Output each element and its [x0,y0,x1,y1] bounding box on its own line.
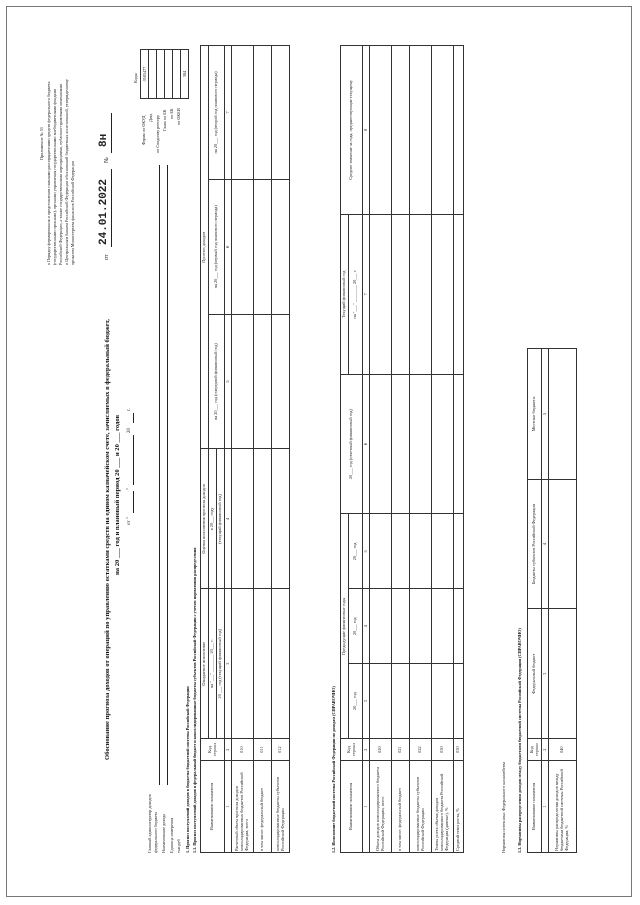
approval-date: 24.01.2022 [98,178,110,245]
table-row: консолидированные бюджеты субъектов Российской Федерации 012 [272,46,290,853]
income-name-label: Наименование дохода [161,813,166,853]
appendix-number: Приложение № 53 [39,127,44,160]
t11-h-code: Код строки [201,739,225,761]
table-row: в том числе: федеральный бюджет 021 [392,46,410,853]
rotated-form: Приложение № 53 к Порядку формирования и представления главными распорядителями средств федерального бюджета (государственными органами), органами управления государственными внебюджетными фондами Российской Федерации, а также государственными корпорациями, публично-правовыми компаниями и Центральным банком Российской Федерации обоснований бюджетных ассигнований, утвержденному приказом Министерства финансов Российской Федерации от 24.01.2022 № 8н Обоснование прогноза доходов от операций по управлению остатками средств на едином казначейском счете, зачисляемых в федеральный бюджет, на 20 ___ год и плановый период 20 ___ и 20 ___ годов от " " 20 г. Коды 0505477 384 Форма по ОКУД Дата по Сводному реестру Глава по БК по БК по ОКЕИ Главный администратор доходов федерального бюджета Наименование дохода Единица измерения тыс.руб 1. Прогноз поступлений доходов в бюджеты бюджетной системы Российской Федерации 1.1. Прогноз поступлений доходов в федеральный бюджет и консолидированные бюджеты субъектов Российской Федерации с учетом нормативов распределения Наименование показателя Код строки Ожидаемое исполнение Оценка исполнения прогноза доходов Прогноз доходов на "___" ________ 20___ г. в 20___ году на 20___ год (очередной финансовый год) на 20___ год (первый год планового периода) на 20___ год (второй год планового периода) 20 ___ год (текущий финансовый год) (текущий финансовый год) 1 2 3 4 5 6 7 Расчетный объем прогноза доходов консолидированных бюджетов Российской Федерации, всего 010 в том числе: федеральный бюджет 011 консолидированные бюджеты субъектов Российской Федерации 012 1.2. Исполнение бюджетной системы Российской Федерации по доходам (СПРАВОЧНО) Наименование показателя Код строки Предыдущие финансовые годы 20___ год (отчетный финансовый год) Текущий финансовый год Среднее значение за года, предшествующие текущему 20___ год 20___ год 20___ год на "___" ________ 20___ г. 1 2 3 4 5 6 7 8 Объем доходов консолидированного бюджета Российской Федерации, всего 020 в том числе: федеральный бюджет 021 консолидированные бюджеты субъектов Российской Федерации 022 Темпы роста объема доходов консолидированного бюджета Российской Федерации (данные), % 030 Средний темп роста, % 030 Нормативы источника: Федерального казначейства 1.3. Нормативы распределения доходов между бюджетами бюджетной системы Российской Федерации (СПРАВОЧНО) Наименование показателя Код строки Федеральный бюджет Бюджеты субъектов Российской Федерации Местные бюджеты 1 2 3 4 5 Нормативы распределения доходов между бюджетами бюджетной системы Российской Федерации, % 040 [0,0,640,905]
t11-h-name: Наименование показателя [201,761,225,853]
approval-number: 8н [98,133,110,147]
table-row: Нормативы распределения доходов между бюджетами бюджетной системы Российской Федерации, % 040 [549,349,577,853]
code-okud: 0505477 [141,50,149,99]
admin-label-2: федерального бюджета [153,811,158,853]
unit-value: тыс.руб [176,839,181,853]
section1-title: 1. Прогноз поступлений доходов в бюджеты бюджетной системы Российской Федерации [185,686,190,853]
table-row: Темпы роста объема доходов консолидированного бюджета Российской Федерации (данные), % 030 [432,46,454,853]
table-1-2: Наименование показателя Код строки Предыдущие финансовые годы 20___ год (отчетный финансовый год) Текущий финансовый год Среднее значение за года, предшествующие текущему 20___ год 20___ год 20___ год на "___" ________ 20___ г. 1 2 3 4 5 6 7 8 Объем доходов консолидированного бюджета Российской Федерации, всего 020 в том числе: федеральный бюджет 021 консолидированные бюджеты субъектов Российской Федерации 022 Темпы роста объема доходов консолидированного бюджета Российской Федерации (данные), % 030 Средний темп роста, % 030 [340,45,464,853]
form-title-line1: Обоснование прогноза доходов от операций по управлению остатками средств на едином казначейском счете, зачисляемых в федеральный бюджет, [104,319,111,760]
approval-number-prefix: № [104,157,110,163]
table-row: консолидированные бюджеты субъектов Российской Федерации 022 [410,46,432,853]
table-1-1: Наименование показателя Код строки Ожидаемое исполнение Оценка исполнения прогноза доходов Прогноз доходов на "___" ________ 20___ г. в 20___ году на 20___ год (очередной финансовый год) на 20___ год (первый год планового периода) на 20___ год (второй год планового периода) 20 ___ год (текущий финансовый год) (текущий финансовый год) 1 2 3 4 5 6 7 Расчетный объем прогноза доходов консолидированных бюджетов Российской Федерации, всего 010 в том числе: федеральный бюджет 011 консолидированные бюджеты субъектов Российской Федерации 012 [200,45,290,853]
unit-label: Единица измерения [169,817,174,853]
approval-date-prefix: от [104,254,110,260]
section12-title: 1.2. Исполнение бюджетной системы Российской Федерации по доходам (СПРАВОЧНО) [331,686,336,853]
codes-table [140,49,189,99]
table-row: Средний темп роста, % 030 [454,46,464,853]
t11-h-forecast: Прогноз доходов [201,46,209,450]
table-row: в том числе: федеральный бюджет 011 [254,46,272,853]
t11-h-estimate: Оценка исполнения прогноза доходов [201,449,209,589]
section11-title: 1.1. Прогноз поступлений доходов в федеральный бюджет и консолидированные бюджеты субъектов Российской Федерации с учетом нормативов распределения [192,547,197,853]
form-title-line2: на 20 ___ год и плановый период 20 ___ и 20 ___ годов [114,414,121,575]
table-1-3: Наименование показателя Код строки Федеральный бюджет Бюджеты субъектов Российской Федерации Местные бюджеты 1 2 3 4 5 Нормативы распределения доходов между бюджетами бюджетной системы Российской Федерации, % 040 [527,348,577,853]
form-date-prefix: от " [127,517,132,525]
t11-h-expected: Ожидаемое исполнение [201,589,209,739]
codes-title: Коды [133,73,138,83]
code-okei: 384 [181,50,189,99]
table-row: Объем доходов консолидированного бюджета Российской Федерации, всего 020 [370,46,392,853]
section12-footnote: Нормативы источника: Федерального казначейства [501,761,506,853]
admin-label-1: Главный администратор доходов [147,794,152,853]
table-row: Расчетный объем прогноза доходов консолидированных бюджетов Российской Федерации, всего 010 [232,46,254,853]
section13-title: 1.3. Нормативы распределения доходов между бюджетами бюджетной системы Российской Федерации (СПРАВОЧНО) [517,628,522,853]
